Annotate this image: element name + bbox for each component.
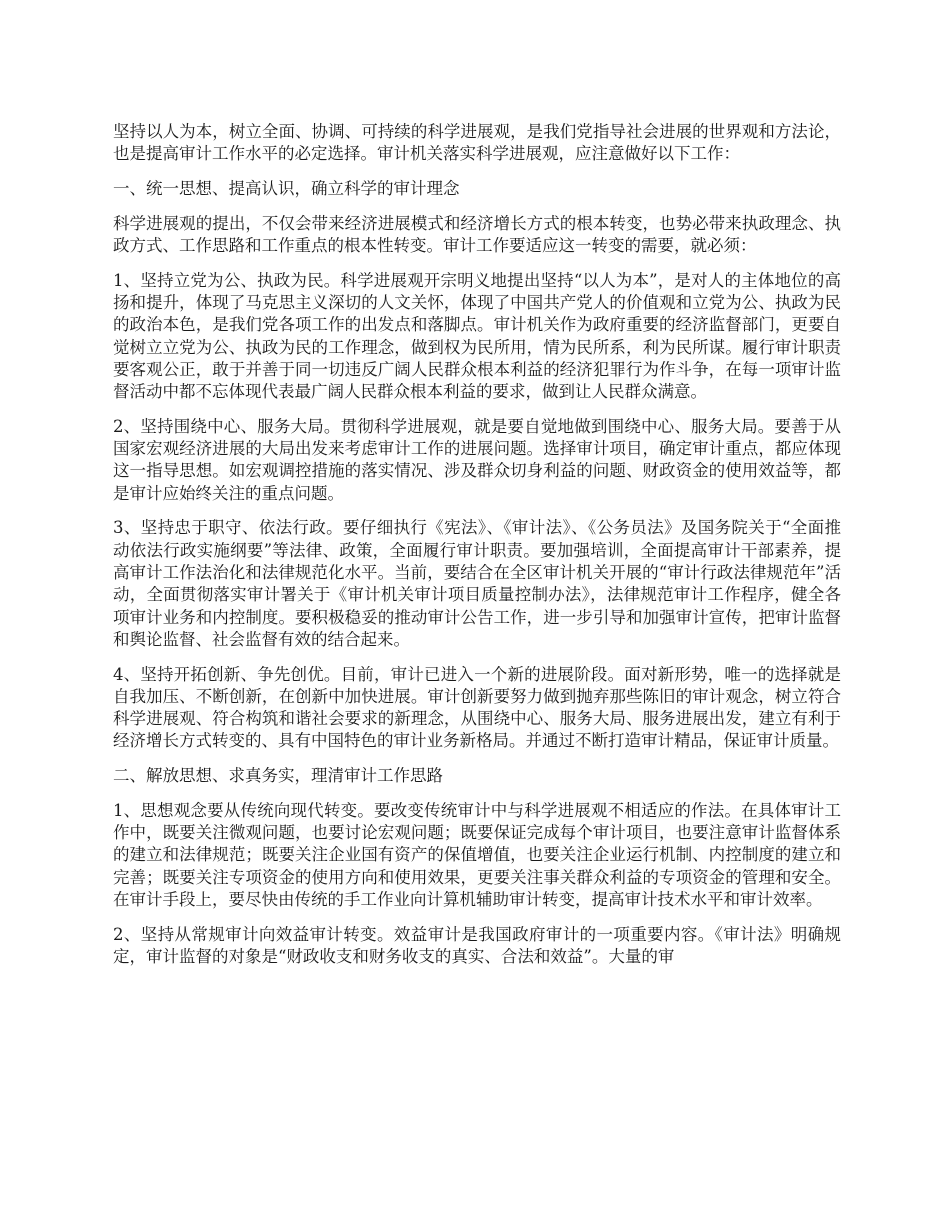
section-1-item-4-paragraph: 4、坚持开拓创新、争先创优。目前，审计已进入一个新的进展阶段。面对新形势，唯一的选择就是自我加压、不断创新，在创新中加快进展。审计创新要努力做到抛弃那些陈旧的审计观念，树立符合科学进展观、符合构筑和谐社会要求的新理念，从围绕中心、服务大局、服务进展出发，建立有利于经济增长方式转变的、具有中国特色的审计业务新格局。并通过不断打造审计精品，保证审计质量。 [113, 664, 841, 751]
section-heading-2: 二、解放思想、求真务实，理清审计工作思路 [113, 766, 443, 786]
section-1-item-2-paragraph: 2、坚持围绕中心、服务大局。贯彻科学进展观，就是要自觉地做到围绕中心、服务大局。要善于从国家宏观经济进展的大局出发来考虑审计工作的进展问题。选择审计项目，确定审计重点，都应体现这一指导思想。如宏观调控措施的落实情况、涉及群众切身利益的问题、财政资金的使用效益等，都是审计应始终关注的重点问题。 [113, 416, 841, 503]
intro-paragraph: 坚持以人为本，树立全面、协调、可持续的科学进展观，是我们党指导社会进展的世界观和方法论，也是提高审计工作水平的必定选择。审计机关落实科学进展观，应注意做好以下工作： [113, 122, 841, 164]
section-1-item-1-paragraph: 1、坚持立党为公、执政为民。科学进展观开宗明义地提出坚持“以人为本”，是对人的主体地位的高扬和提升，体现了马克思主义深切的人文关怀，体现了中国共产党人的价值观和立党为公、执政为民的政治本色，是我们党各项工作的出发点和落脚点。审计机关作为政府重要的经济监督部门，更要自觉树立立党为公、执政为民的工作理念，做到权为民所用，情为民所系，利为民所谋。履行审计职责要客观公正，敢于并善于同一切违反广阔人民群众根本利益的经济犯罪行为作斗争，在每一项审计监督活动中都不忘体现代表最广阔人民群众根本利益的要求，做到让人民群众满意。 [113, 270, 841, 402]
section-1-item-3-paragraph: 3、坚持忠于职守、依法行政。要仔细执行《宪法》、《审计法》、《公务员法》及国务院关于“全面推动依法行政实施纲要”等法律、政策，全面履行审计职责。要加强培训，全面提高审计干部素养，提高审计工作法治化和法律规范化水平。当前，要结合在全区审计机关开展的“审计行政法律规范年”活动，全面贯彻落实审计署关于《审计机关审计项目质量控制办法》，法律规范审计工作程序，健全各项审计业务和内控制度。要积极稳妥的推动审计公告工作，进一步引导和加强审计宣传，把审计监督和舆论监督、社会监督有效的结合起来。 [113, 518, 841, 649]
section-1-intro-paragraph: 科学进展观的提出，不仅会带来经济进展模式和经济增长方式的根本转变，也势必带来执政理念、执政方式、工作思路和工作重点的根本性转变。审计工作要适应这一转变的需要，就必须： [113, 213, 841, 255]
section-2-item-2-paragraph: 2、坚持从常规审计向效益审计转变。效益审计是我国政府审计的一项重要内容。《审计法》明确规定，审计监督的对象是“财政收支和财务收支的真实、合法和效益”。大量的审 [113, 924, 841, 967]
section-heading-1: 一、统一思想、提高认识，确立科学的审计理念 [113, 178, 460, 198]
section-2-item-1-paragraph: 1、思想观念要从传统向现代转变。要改变传统审计中与科学进展观不相适应的作法。在具体审计工作中，既要关注微观问题，也要讨论宏观问题；既要保证完成每个审计项目，也要注意审计监督体系的建立和法律规范；既要关注企业国有资产的保值增值，也要关注企业运行机制、内控制度的建立和完善；既要关注专项资金的使用方向和使用效果，更要关注事关群众利益的专项资金的管理和安全。在审计手段上，要尽快由传统的手工作业向计算机辅助审计转变，提高审计技术水平和审计效率。 [113, 800, 841, 910]
document-body [113, 121, 841, 981]
